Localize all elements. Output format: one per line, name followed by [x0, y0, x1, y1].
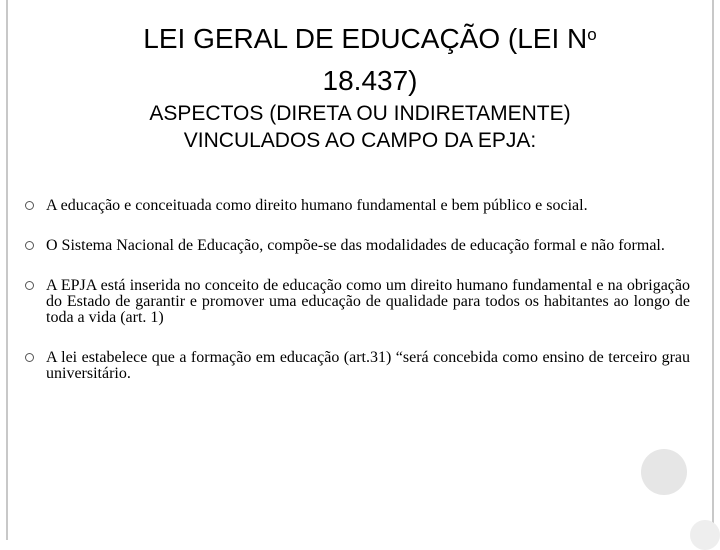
subtitle-line-1: ASPECTOS (DIRETA OU INDIRETAMENTE)	[149, 102, 571, 125]
bullet-text: A educação e conceituada como direito humano fundamental e bem público e social.	[46, 197, 588, 214]
slide-subtitle	[60, 100, 660, 154]
bullet-item	[22, 278, 690, 326]
bullet-item	[22, 198, 690, 214]
slide-border-right	[712, 0, 714, 540]
bullet-circle-icon	[25, 241, 34, 250]
bullet-text: O Sistema Nacional de Educação, compõe-se das modalidades de educação formal e não formal.	[46, 237, 665, 254]
bullet-circle-icon	[25, 281, 34, 290]
decorative-circle	[641, 449, 687, 495]
bullet-item	[22, 238, 690, 254]
decorative-circle-corner	[690, 520, 720, 550]
bullet-text: A EPJA está inserida no conceito de educação como um direito humano fundamental e na obrigação do Estado de garantir e promover uma educação de qualidade para todos os habitantes ao longo de toda a vida (art. 1)	[46, 277, 690, 326]
slide-border-left	[6, 0, 8, 540]
title-ordinal: o	[587, 25, 597, 44]
bullet-text: A lei estabelece que a formação em educação (art.31) “será concebida como ensino de terceiro grau universitário.	[46, 349, 690, 382]
bullet-circle-icon	[25, 353, 34, 362]
title-line-1-text: LEI GERAL DE EDUCAÇÃO (LEI N	[143, 23, 588, 54]
slide-title	[60, 14, 680, 102]
subtitle-line-2: VINCULADOS AO CAMPO DA EPJA:	[183, 129, 537, 152]
title-line-1	[60, 14, 680, 60]
bullet-item	[22, 350, 690, 382]
bullet-list	[22, 198, 690, 406]
title-line-2: 18.437)	[322, 65, 418, 96]
bullet-circle-icon	[25, 201, 34, 210]
